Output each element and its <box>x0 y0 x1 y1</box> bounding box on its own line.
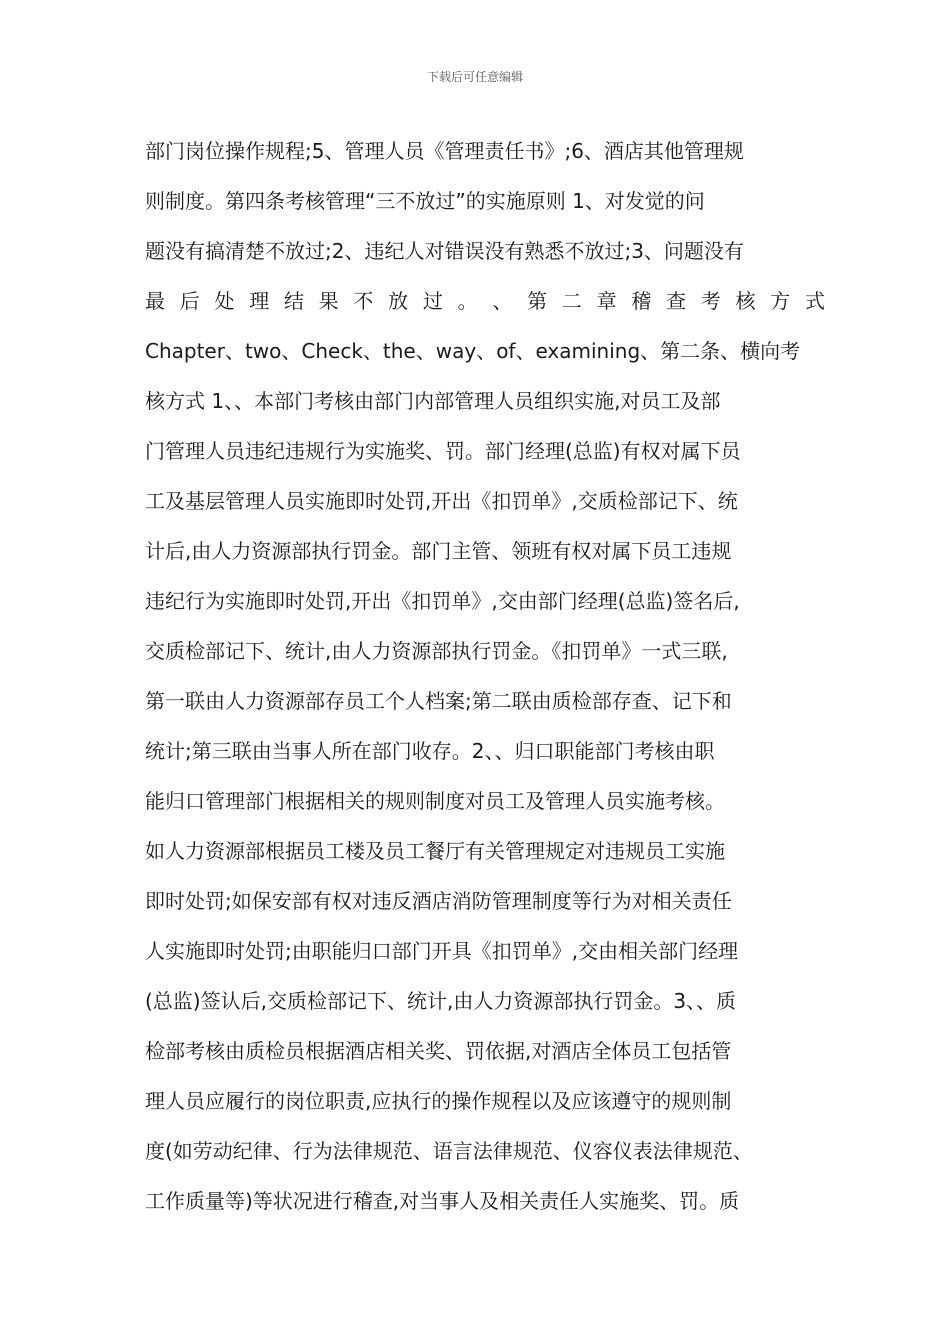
text-line: 部门岗位操作规程;5、管理人员《管理责任书》;6、酒店其他管理规 <box>145 139 744 163</box>
text-line: 核方式 1、、本部门考核由部门内部管理人员组织实施,对员工及部 <box>145 389 721 413</box>
page-header: 下载后可任意编辑 <box>426 70 523 84</box>
text-line: 能归口管理部门根据相关的规则制度对员工及管理人员实施考核。 <box>145 789 725 813</box>
text-line: 题没有搞清楚不放过;2、违纪人对错误没有熟悉不放过;3、问题没有 <box>145 239 744 263</box>
text-line: 如人力资源部根据员工楼及员工餐厅有关管理规定对违规员工实施 <box>145 839 725 863</box>
text-line: 计后,由人力资源部执行罚金。部门主管、领班有权对属下员工违规 <box>145 539 732 563</box>
text-line: Chapter、two、Check、the、way、of、examining、第二条、横向考 <box>145 339 801 363</box>
text-line: 度(如劳动纪律、行为法律规范、语言法律规范、仪容仪表法律规范、 <box>145 1139 753 1163</box>
text-line: 统计;第三联由当事人所在部门收存。2、、归口职能部门考核由职 <box>145 739 715 763</box>
text-line: 交质检部记下、统计,由人力资源部执行罚金。《扣罚单》一式三联, <box>145 639 728 663</box>
text-line: 违纪行为实施即时处罚,开出《扣罚单》,交由部门经理(总监)签名后, <box>145 589 740 613</box>
text-line: 人实施即时处罚;由职能归口部门开具《扣罚单》,交由相关部门经理 <box>145 939 739 963</box>
text-line: 理人员应履行的岗位职责,应执行的操作规程以及应该遵守的规则制 <box>145 1089 732 1113</box>
text-line: 检部考核由质检员根据酒店相关奖、罚依据,对酒店全体员工包括管 <box>145 1039 732 1063</box>
text-line: 即时处罚;如保安部有权对违反酒店消防管理制度等行为对相关责任 <box>145 889 732 913</box>
text-line: 第一联由人力资源部存员工个人档案;第二联由质检部存查、记下和 <box>145 689 732 713</box>
text-line: 工作质量等)等状况进行稽查,对当事人及相关责任人实施奖、罚。质 <box>145 1189 740 1213</box>
text-line: 最 后 处 理 结 果 不 放 过 。 、 第 二 章 稽 查 考 核 方 式 <box>145 289 825 313</box>
text-line: 则制度。第四条考核管理“三不放过”的实施原则 1、对发觉的问 <box>145 189 705 213</box>
document-body <box>145 126 825 1226</box>
text-line: 门管理人员违纪违规行为实施奖、罚。部门经理(总监)有权对属下员 <box>145 439 741 463</box>
text-line: 工及基层管理人员实施即时处罚,开出《扣罚单》,交质检部记下、统 <box>145 489 738 513</box>
text-line: (总监)签认后,交质检部记下、统计,由人力资源部执行罚金。3、、质 <box>145 989 737 1013</box>
